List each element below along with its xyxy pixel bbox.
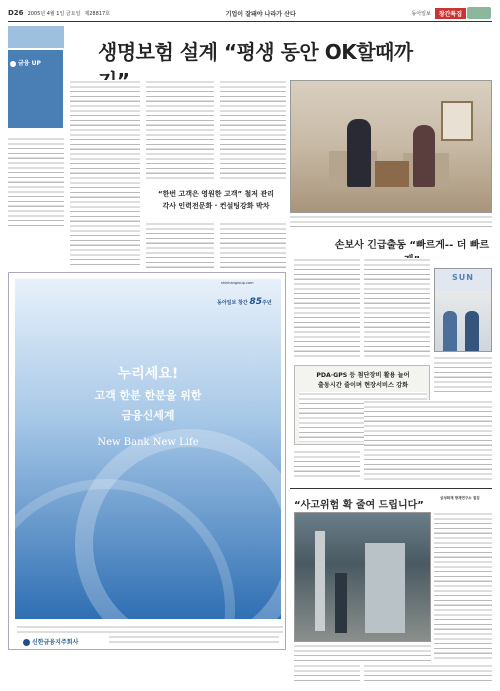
shinhan-ad <box>8 272 286 650</box>
top-rule <box>8 21 492 22</box>
story-column-2b <box>146 222 214 268</box>
ad-background <box>15 279 281 619</box>
story-column-1 <box>70 80 140 265</box>
page-number: D26 <box>8 9 24 17</box>
corner-illustration <box>467 7 491 19</box>
ad-line-2: 고객 한분 한분을 위한 <box>94 389 202 402</box>
emergency-photo: SUN <box>434 268 492 352</box>
logo-icon <box>23 639 30 646</box>
section-rule <box>290 488 492 489</box>
structure <box>315 531 325 631</box>
masthead <box>8 6 492 20</box>
emergency-photo-caption <box>434 356 492 396</box>
ad-fine-print <box>17 625 283 633</box>
inspection-caption <box>294 644 431 662</box>
story3-column-1 <box>434 512 492 662</box>
story3-column-3 <box>364 664 492 684</box>
slogan: 기업이 잘돼야 나라가 산다 <box>225 10 296 18</box>
story-column-3b <box>220 222 286 268</box>
inspector-figure <box>335 573 347 633</box>
story2-column-1 <box>294 258 360 358</box>
ad-line-3: 금융신세계 <box>121 409 175 422</box>
story2-column-2 <box>364 258 430 358</box>
ad-company-list <box>109 635 279 645</box>
edition-number: 제28817호 <box>84 10 110 17</box>
staff-figure <box>443 311 457 351</box>
staff-figure <box>465 311 479 351</box>
meeting-photo <box>290 80 492 213</box>
wall-frame <box>441 101 473 141</box>
story3-headline: “사고위험 확 줄여 드립니다” <box>294 500 424 511</box>
section-label: 창간특집 <box>435 8 466 19</box>
sidebar-text <box>8 137 64 227</box>
sidebar-title: 금융 UP <box>10 58 41 67</box>
main-headline: 생명보험 설계 “평생 동안 OK할때까 <box>98 40 413 64</box>
ad-url[interactable]: shinhangroup.com <box>221 281 254 285</box>
ad-headline: 누리세요! <box>117 366 179 382</box>
issue-date: 2005년 4월 1일 금요일 <box>27 10 81 17</box>
photo-caption <box>290 215 492 227</box>
story3-tag: 삼성화재 방재연구소 점검 <box>440 496 480 500</box>
story3-column-2 <box>294 664 360 684</box>
story2-column-4 <box>364 400 492 480</box>
coffee-table <box>375 161 409 187</box>
sidebar-banner-top <box>8 26 64 48</box>
box-line-2: 출동시간 줄이며 현장서비스 강화 <box>317 382 409 389</box>
story-column-3 <box>220 80 286 180</box>
inspection-photo <box>294 512 431 642</box>
story-column-2 <box>146 80 214 180</box>
structure <box>365 543 405 633</box>
box-line-1: PDA·GPS 등 첨단장비 활용 늘어 <box>316 372 410 379</box>
shinhan-logo: 신한금융지주회사 <box>23 637 78 646</box>
ad-tagline: New Bank New Life <box>97 437 199 448</box>
anniversary-badge: 동아일보 창간 85주년 <box>217 297 272 307</box>
lead-subhead: “한번 고객은 영원한 고객” 철저 관리 각사 인력전문화 · 컨설팅강화 박차 <box>157 190 275 210</box>
story2-headline: 손보사 긴급출동 “빠르게-- 더 빠르 <box>334 240 490 251</box>
story2-column-3 <box>294 450 360 480</box>
person-left <box>347 119 371 187</box>
brand-name: 동아일보 <box>411 10 431 17</box>
bullet-icon <box>10 61 16 67</box>
person-right <box>413 125 435 187</box>
